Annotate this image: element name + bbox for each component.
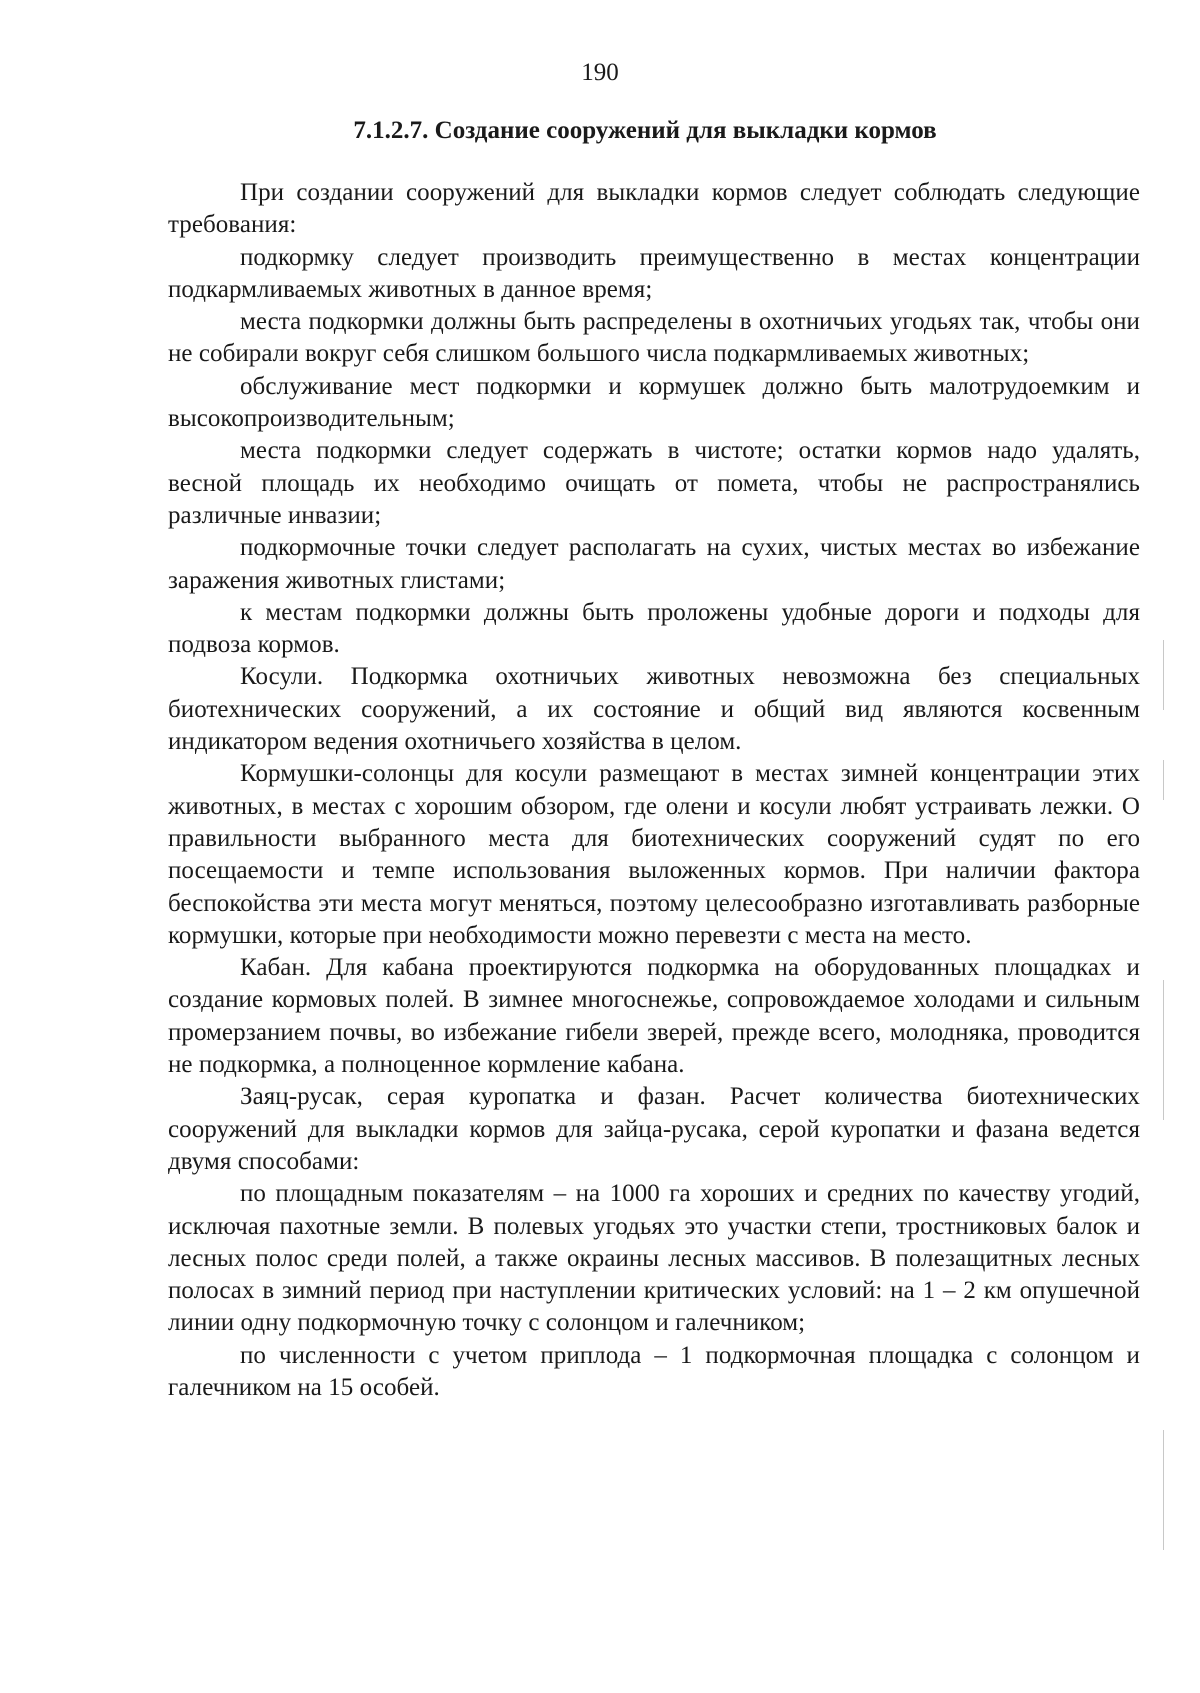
paragraph-method-area: по площадным показателям – на 1000 га хороших и средних по качеству угодий, исключая пахотные земли. В полевых угодьях это участки степи, тростниковых балок и лесных полос среди полей, а также окраины лесных массивов. В полезащитных лесных полосах в зимний период при наступлении критических условий: на 1 – 2 км опушечной линии одну подкормочную точку с солонцом и галечником; [168,1180,1140,1337]
scan-edge-mark [1163,980,1164,1120]
section-heading: 7.1.2.7. Создание сооружений для выкладки кормов [353,117,937,144]
paragraph-wild-boar: Кабан. Для кабана проектируются подкормка на оборудованных площадках и создание кормовых полей. В зимнее многоснежье, сопровождаемое холодами и сильным промерзанием почвы, во избежание гибели зверей, прежде всего, молодняка, проводится не подкормка, а полноценное кормление кабана. [168,954,1140,1079]
paragraph-method-population: по численности с учетом приплода – 1 подкормочная площадка с солонцом и галечником на 15 особей. [168,1341,1140,1401]
body-text [168,177,1140,1404]
scan-edge-mark [1163,640,1164,710]
paragraph-requirement-distribution: места подкормки должны быть распределены в охотничьих угодьях так, чтобы они не собирали вокруг себя слишком большого числа подкармливаемых животных; [168,308,1140,368]
paragraph-requirement-dry-places: подкормочные точки следует располагать на сухих, чистых местах во избежание заражения животных глистами; [168,534,1140,594]
paragraph-salt-lick-feeders: Кормушки-солонцы для косули размещают в местах зимней концентрации этих животных, в местах с хорошим обзором, где олени и косули любят устраивать лежки. О правильности выбранного места для биотехнических сооружений судят по его посещаемости и темпе использования выложенных кормов. При наличии фактора беспокойства эти места могут меняться, поэтому целесообразно изготавливать разборные кормушки, которые при необходимости можно перевезти с места на место. [168,760,1140,949]
scan-edge-mark [1163,760,1164,800]
paragraph-hare-partridge-pheasant: Заяц-русак, серая куропатка и фазан. Расчет количества биотехнических сооружений для выкладки кормов для зайца-русака, серой куропатки и фазана ведется двумя способами: [168,1083,1140,1175]
paragraph-roe-deer: Косули. Подкормка охотничьих животных невозможна без специальных биотехнических сооружений, а их состояние и общий вид являются косвенным индикатором ведения охотничьего хозяйства в целом. [168,663,1140,756]
page-number: 190 [581,59,619,86]
paragraph-requirement-roads: к местам подкормки должны быть проложены удобные дороги и подходы для подвоза кормов. [168,598,1140,659]
paragraph-requirement-cleanliness: места подкормки следует содержать в чистоте; остатки кормов надо удалять, весной площадь их необходимо очищать от помета, чтобы не распространялись различные инвазии; [168,437,1140,529]
paragraph-requirement-concentration: подкормку следует производить преимущественно в местах концентрации подкармливаемых животных в данное время; [168,243,1140,303]
paragraph-requirements-intro: При создании сооружений для выкладки кормов следует соблюдать следующие требования: [168,179,1140,239]
scan-edge-mark [1163,1430,1164,1550]
paragraph-requirement-maintenance: обслуживание мест подкормки и кормушек должно быть малотрудоемким и высокопроизводительным; [168,372,1140,433]
